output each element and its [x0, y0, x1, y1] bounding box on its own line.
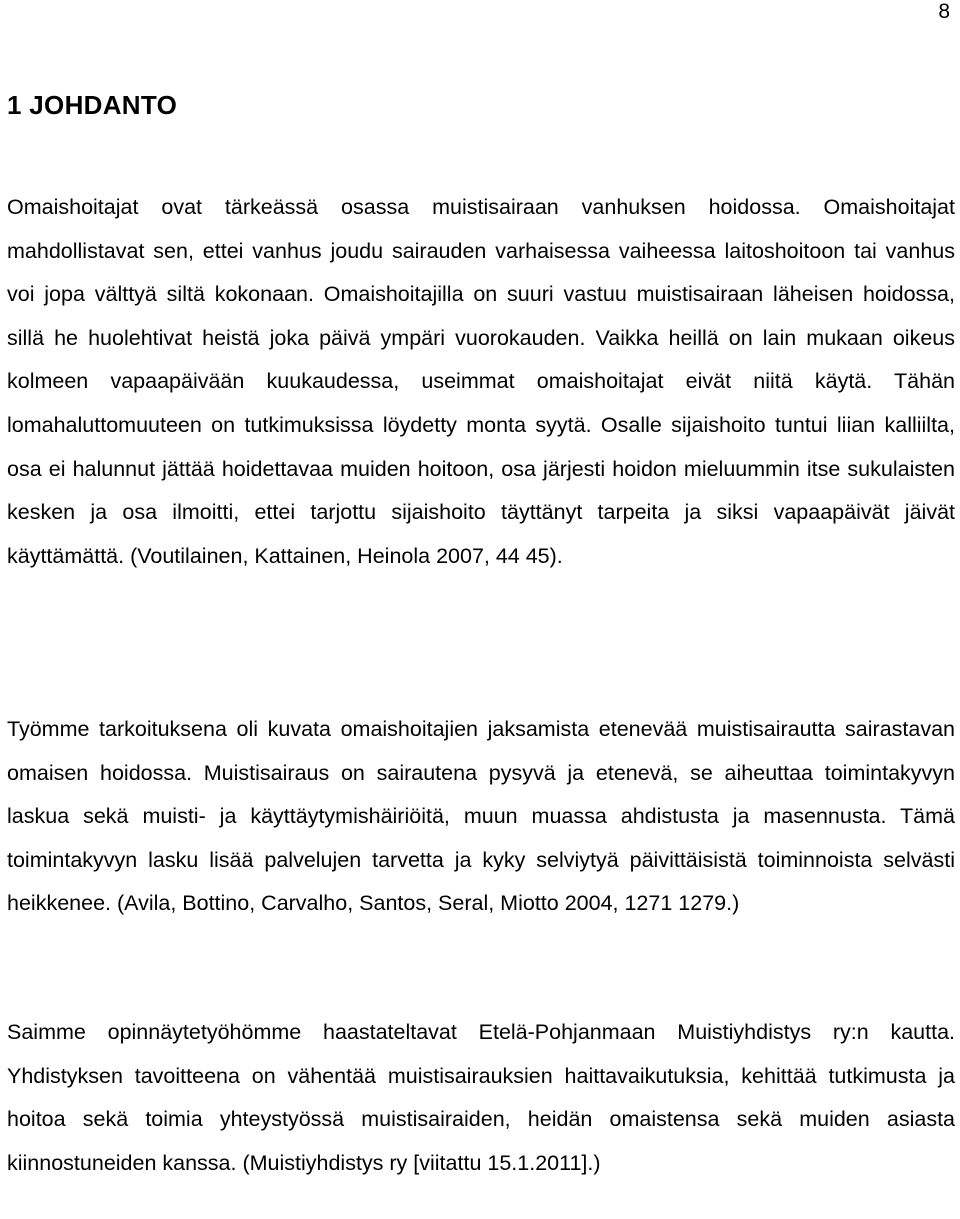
page-number: 8 — [938, 0, 950, 23]
paragraph-text: Omaishoitajat ovat tärkeässä osassa muistisairaan vanhuksen hoidossa. Omaishoitajat mahdollistavat sen, ettei vanhus joudu sairauden varhaisessa vaiheessa laitoshoitoon tai vanhus voi jopa välttyä siltä kokonaan. Omaishoitajilla on suuri vastuu muistisairaan läheisen hoidossa, sillä he huolehtivat heistä joka päivä ympäri vuorokauden. Vaikka heillä on lain mukaan oikeus kolmeen vapaapäivään kuukaudessa, useimmat omaishoitajat eivät niitä käytä. Tähän lomahaluttomuuteen on tutkimuksissa löydetty monta syytä. Osalle sijaishoito tuntui liian kalliilta, osa ei halunnut jättää hoidettavaa muiden hoitoon, osa järjesti hoidon mieluummin itse sukulaisten kesken ja osa ilmoitti, ettei tarjottu sijaishoito täyttänyt tarpeita ja siksi vapaapäivät jäivät käyttämättä. (Voutilainen, Kattainen, Heinola 2007, 44 45). — [7, 195, 955, 568]
paragraph-text: Saimme opinnäytetyöhömme haastateltavat Etelä-Pohjanmaan Muistiyhdistys ry:n kautta. Yhdistyksen tavoitteena on vähentää muistisairauksien haittavaikutuksia, kehittää tutkimusta ja hoitoa sekä toimia yhteystyössä muistisairaiden, heidän omaistensa sekä muiden asiasta kiinnostuneiden kanssa. (Muistiyhdistys ry [viitattu 15.1.2011].) — [7, 1020, 955, 1175]
paragraph-text: Työmme tarkoituksena oli kuvata omaishoitajien jaksamista etenevää muistisairautta sairastavan omaisen hoidossa. Muistisairaus on sairautena pysyvä ja etenevä, se aiheuttaa toimintakyvyn laskua sekä muisti- ja käyttäytymishäiriöitä, muun muassa ahdistusta ja masennusta. Tämä toimintakyvyn lasku lisää palvelujen tarvetta ja kyky selviytyä päivittäisistä toiminnoista selvästi heikkenee. (Avila, Bottino, Carvalho, Santos, Seral, Miotto 2004, 1271 1279.) — [7, 717, 955, 916]
chapter-heading: 1 JOHDANTO — [7, 90, 178, 120]
paragraph-purpose — [7, 708, 955, 926]
paragraph-interviewees — [7, 1011, 955, 1185]
paragraph-intro — [7, 186, 955, 578]
